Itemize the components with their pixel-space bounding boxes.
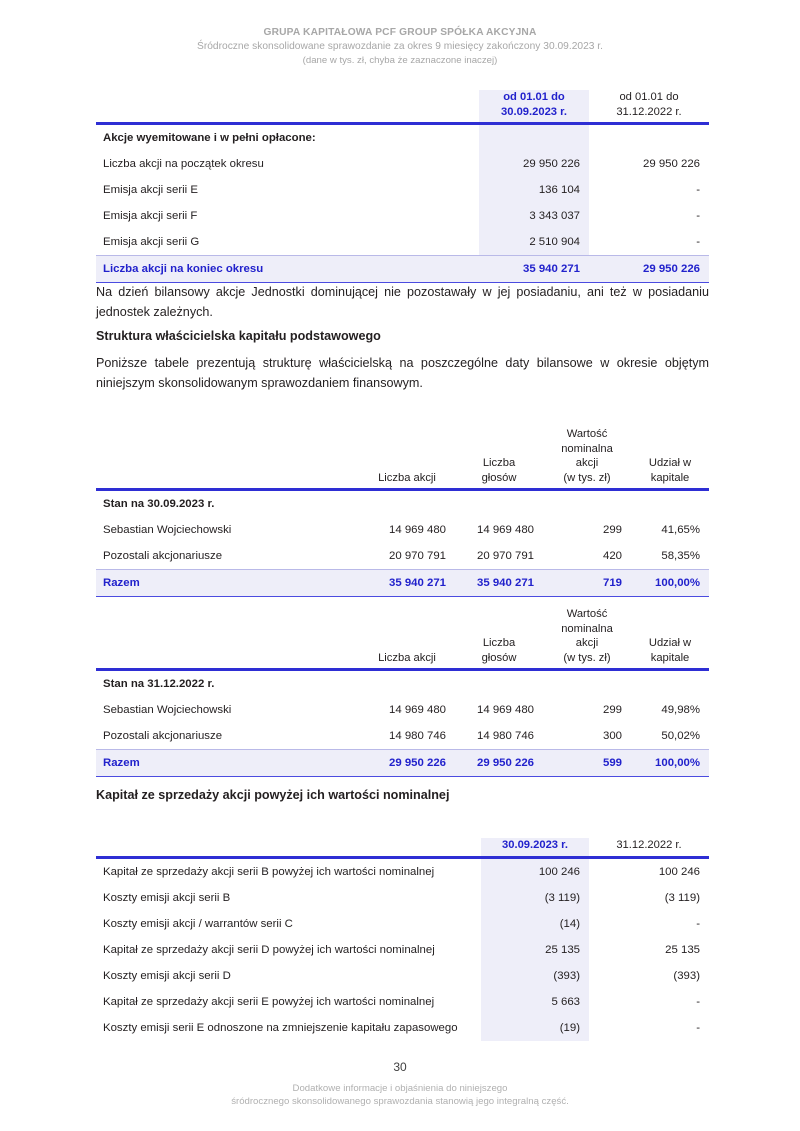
row-value-2023: 25 135 xyxy=(481,937,589,963)
as-of-nominal xyxy=(543,671,631,698)
ownership-2022-bottom-rule xyxy=(96,777,709,778)
row-value-2023: 136 104 xyxy=(479,177,589,203)
row-value-2023: (393) xyxy=(481,963,589,989)
ownership-header-stake-line1: Udział w xyxy=(648,457,692,469)
row-value-2022: 25 135 xyxy=(665,943,700,956)
as-of-votes xyxy=(455,491,543,518)
row-stake: 58,35% xyxy=(661,550,700,562)
as-of-stake xyxy=(631,671,709,698)
ownership-2022-table xyxy=(96,607,709,777)
page-number: 30 xyxy=(393,1060,407,1074)
shares-issued-table xyxy=(96,90,709,283)
row-label: Pozostali akcjonariusze xyxy=(103,550,223,562)
paragraph-ownership-note-wrapper xyxy=(96,283,709,322)
row-label: Pozostali akcjonariusze xyxy=(103,730,223,742)
ownership-header-nominal-line2: nominalna xyxy=(561,622,613,635)
row-value-2023: 5 663 xyxy=(481,989,589,1015)
total-nominal: 719 xyxy=(543,570,631,597)
row-value-2022: 100 246 xyxy=(658,865,700,878)
premium-header-col-2023: 30.09.2023 r. xyxy=(481,838,589,857)
ownership-header-shares-line1: Liczba akcji xyxy=(378,651,436,664)
total-votes: 29 950 226 xyxy=(455,750,543,777)
ownership-header-stake-line2: kapitale xyxy=(650,471,690,484)
row-value-2023: (19) xyxy=(481,1015,589,1041)
row-value-2022: - xyxy=(696,236,700,248)
row-stake: 50,02% xyxy=(661,730,700,742)
premium-header-row xyxy=(96,838,709,857)
as-of-nominal xyxy=(543,491,631,518)
shares-header-col-2023-line2: 30.09.2023 r. xyxy=(501,105,567,118)
row-votes: 20 970 791 xyxy=(476,550,534,562)
rule-seg xyxy=(631,597,709,598)
row-votes: 14 969 480 xyxy=(476,524,534,536)
row-stake: 49,98% xyxy=(661,704,700,716)
row-nominal: 299 xyxy=(602,524,622,536)
ownership-header-nominal-line3: akcji xyxy=(575,457,599,469)
row-label: Emisja akcji serii E xyxy=(103,184,198,196)
row-value-2023: 2 510 904 xyxy=(479,229,589,256)
ownership-header-nominal-line1: Wartość xyxy=(566,428,608,440)
row-value-2022: - xyxy=(696,995,700,1008)
rule-seg xyxy=(96,777,359,778)
total-label: Razem xyxy=(96,570,359,597)
total-value-2022: 29 950 226 xyxy=(589,256,709,283)
row-value-2022: - xyxy=(696,210,700,222)
ownership-2023-table-wrapper xyxy=(96,427,709,597)
row-label: Koszty emisji akcji serii B xyxy=(103,891,231,904)
shares-table-header-row xyxy=(96,90,709,123)
paragraph-tables-intro-wrapper xyxy=(96,354,709,393)
table-row xyxy=(96,517,709,543)
premium-header-spacer xyxy=(96,838,481,857)
table-total-row xyxy=(96,570,709,597)
row-value-2023: (14) xyxy=(481,911,589,937)
ownership-header-nominal-line4: (w tys. zł) xyxy=(563,471,611,484)
as-of-shares xyxy=(359,671,455,698)
row-value-2022: - xyxy=(696,917,700,930)
shares-section-label: Akcje wyemitowane i w pełni opłacone: xyxy=(103,132,316,144)
row-label: Kapitał ze sprzedaży akcji serii E powyżej ich wartości nominalnej xyxy=(103,995,435,1008)
row-votes: 14 969 480 xyxy=(476,704,534,716)
shares-header-col-2022-line1: od 01.01 do xyxy=(619,91,679,103)
rule-seg xyxy=(543,777,631,778)
row-value-2022: (3 119) xyxy=(664,891,700,904)
row-label: Koszty emisji serii E odnoszone na zmniejszenie kapitału zapasowego xyxy=(103,1021,458,1034)
row-label: Liczba akcji na początek okresu xyxy=(103,158,264,170)
row-value-2022: 29 950 226 xyxy=(642,158,700,170)
table-row xyxy=(96,203,709,229)
rule-seg xyxy=(359,597,455,598)
as-of-stake xyxy=(631,491,709,518)
paragraph-ownership-note: Na dzień bilansowy akcje Jednostki dominującej nie pozostawały w jej posiadaniu, ani też w posiadaniu jednostek zależnych. xyxy=(96,285,709,319)
ownership-header-votes xyxy=(455,427,543,489)
table-row xyxy=(96,697,709,723)
row-shares: 14 969 480 xyxy=(388,704,446,716)
ownership-2022-as-of: Stan na 31.12.2022 r. xyxy=(103,678,215,690)
ownership-header-stake xyxy=(631,607,709,669)
row-shares: 14 969 480 xyxy=(388,524,446,536)
row-value-2022: - xyxy=(696,184,700,196)
document-footer xyxy=(0,1082,800,1108)
ownership-header-stake xyxy=(631,427,709,489)
ownership-header-votes xyxy=(455,607,543,669)
ownership-header-votes-line2: głosów xyxy=(481,651,517,664)
ownership-header-nominal-line1: Wartość xyxy=(566,608,608,620)
table-row xyxy=(96,937,709,963)
total-stake: 100,00% xyxy=(631,750,709,777)
table-total-row xyxy=(96,256,709,283)
rule-seg xyxy=(455,597,543,598)
ownership-2023-bottom-rule xyxy=(96,597,709,598)
row-label: Koszty emisji akcji serii D xyxy=(103,969,231,982)
total-label: Razem xyxy=(96,750,359,777)
table-row xyxy=(96,671,709,698)
table-row xyxy=(96,1015,709,1041)
row-stake: 41,65% xyxy=(661,524,700,536)
table-row xyxy=(96,177,709,203)
total-value-2023: 35 940 271 xyxy=(479,256,589,283)
ownership-2022-table-wrapper xyxy=(96,607,709,777)
rule-seg xyxy=(631,777,709,778)
row-label: Emisja akcji serii G xyxy=(103,236,200,248)
ownership-header-shares xyxy=(359,427,455,489)
ownership-header-stake-line2: kapitale xyxy=(650,651,690,664)
as-of-shares xyxy=(359,491,455,518)
footer-note-line2: śródrocznego skonsolidowanego sprawozdania stanowią jego integralną część. xyxy=(231,1096,569,1107)
ownership-header-spacer xyxy=(96,427,359,489)
ownership-header-votes-line2: głosów xyxy=(481,471,517,484)
shares-header-col-2023 xyxy=(479,90,589,123)
row-nominal: 420 xyxy=(602,550,622,562)
row-label: Sebastian Wojciechowski xyxy=(103,524,232,536)
row-shares: 14 980 746 xyxy=(388,730,446,742)
premium-table-wrapper xyxy=(96,838,709,1041)
total-label: Liczba akcji na koniec okresu xyxy=(96,256,479,283)
row-nominal: 300 xyxy=(602,730,622,742)
table-row xyxy=(96,723,709,750)
paragraph-tables-intro: Poniższe tabele prezentują strukturę właścicielską na poszczególne daty bilansowe w okresie objętym niniejszym skonsolidowanym sprawozdaniem finansowym. xyxy=(96,356,709,390)
header-company-name: GRUPA KAPITAŁOWA PCF GROUP SPÓŁKA AKCYJNA xyxy=(263,27,537,38)
table-row xyxy=(96,858,709,885)
ownership-header-spacer xyxy=(96,607,359,669)
ownership-2022-header-row xyxy=(96,607,709,669)
table-row xyxy=(96,151,709,177)
premium-header-col-2022: 31.12.2022 r. xyxy=(616,839,682,851)
footer-note-line1: Dodatkowe informacje i objaśnienia do niniejszego xyxy=(292,1083,508,1094)
table-row xyxy=(96,229,709,256)
table-row xyxy=(96,989,709,1015)
ownership-header-shares-line1: Liczba akcji xyxy=(378,471,436,484)
ownership-header-stake-line1: Udział w xyxy=(648,637,692,649)
table-row xyxy=(96,911,709,937)
row-nominal: 299 xyxy=(602,704,622,716)
row-value-2023: (3 119) xyxy=(481,885,589,911)
shares-header-col-2022-line2: 31.12.2022 r. xyxy=(616,105,682,118)
shares-header-col-2023-line1: od 01.01 do xyxy=(503,91,565,103)
heading-premium-wrapper xyxy=(96,786,709,804)
heading-share-premium: Kapitał ze sprzedaży akcji powyżej ich wartości nominalnej xyxy=(96,788,450,802)
ownership-header-nominal xyxy=(543,427,631,489)
as-of-votes xyxy=(455,671,543,698)
total-shares: 29 950 226 xyxy=(359,750,455,777)
rule-seg xyxy=(96,597,359,598)
row-label: Emisja akcji serii F xyxy=(103,210,198,222)
table-row xyxy=(96,543,709,570)
row-value-2023: 29 950 226 xyxy=(479,151,589,177)
rule-seg xyxy=(455,777,543,778)
shares-header-col-2022 xyxy=(589,90,709,123)
ownership-header-votes-line1: Liczba xyxy=(482,457,516,469)
row-value-2022: (393) xyxy=(673,969,700,982)
total-shares: 35 940 271 xyxy=(359,570,455,597)
row-value-2023: 100 246 xyxy=(481,858,589,885)
shares-section-c1 xyxy=(479,125,589,152)
table-row xyxy=(96,963,709,989)
document-header xyxy=(0,0,800,68)
ownership-2023-as-of: Stan na 30.09.2023 r. xyxy=(103,498,215,510)
header-report-title: Śródroczne skonsolidowane sprawozdanie za okres 9 miesięcy zakończony 30.09.2023 r. xyxy=(197,41,603,52)
total-votes: 35 940 271 xyxy=(455,570,543,597)
table-row xyxy=(96,885,709,911)
ownership-header-nominal-line3: akcji xyxy=(575,637,599,649)
ownership-header-nominal-line2: nominalna xyxy=(561,442,613,455)
shares-section-c2 xyxy=(589,125,709,152)
header-units-note: (dane w tys. zł, chyba że zaznaczone inaczej) xyxy=(302,55,498,66)
row-shares: 20 970 791 xyxy=(388,550,446,562)
row-value-2022: - xyxy=(696,1021,700,1034)
row-label: Sebastian Wojciechowski xyxy=(103,704,232,716)
row-label: Kapitał ze sprzedaży akcji serii B powyżej ich wartości nominalnej xyxy=(103,865,435,878)
shares-table-wrapper xyxy=(96,90,709,283)
ownership-2023-header-row xyxy=(96,427,709,489)
heading-structure-wrapper xyxy=(96,327,709,345)
row-label: Kapitał ze sprzedaży akcji serii D powyżej ich wartości nominalnej xyxy=(103,943,435,956)
row-label: Koszty emisji akcji / warrantów serii C xyxy=(103,917,293,930)
rule-seg xyxy=(359,777,455,778)
row-votes: 14 980 746 xyxy=(476,730,534,742)
ownership-header-shares xyxy=(359,607,455,669)
table-row xyxy=(96,491,709,518)
ownership-header-nominal-line4: (w tys. zł) xyxy=(563,651,611,664)
ownership-header-votes-line1: Liczba xyxy=(482,637,516,649)
heading-ownership-structure: Struktura właścicielska kapitału podstawowego xyxy=(96,329,381,343)
table-total-row xyxy=(96,750,709,777)
total-stake: 100,00% xyxy=(631,570,709,597)
rule-seg xyxy=(543,597,631,598)
share-premium-table xyxy=(96,838,709,1041)
table-row xyxy=(96,125,709,152)
ownership-2023-table xyxy=(96,427,709,597)
row-value-2023: 3 343 037 xyxy=(479,203,589,229)
total-nominal: 599 xyxy=(543,750,631,777)
shares-header-spacer xyxy=(96,90,479,123)
ownership-header-nominal xyxy=(543,607,631,669)
